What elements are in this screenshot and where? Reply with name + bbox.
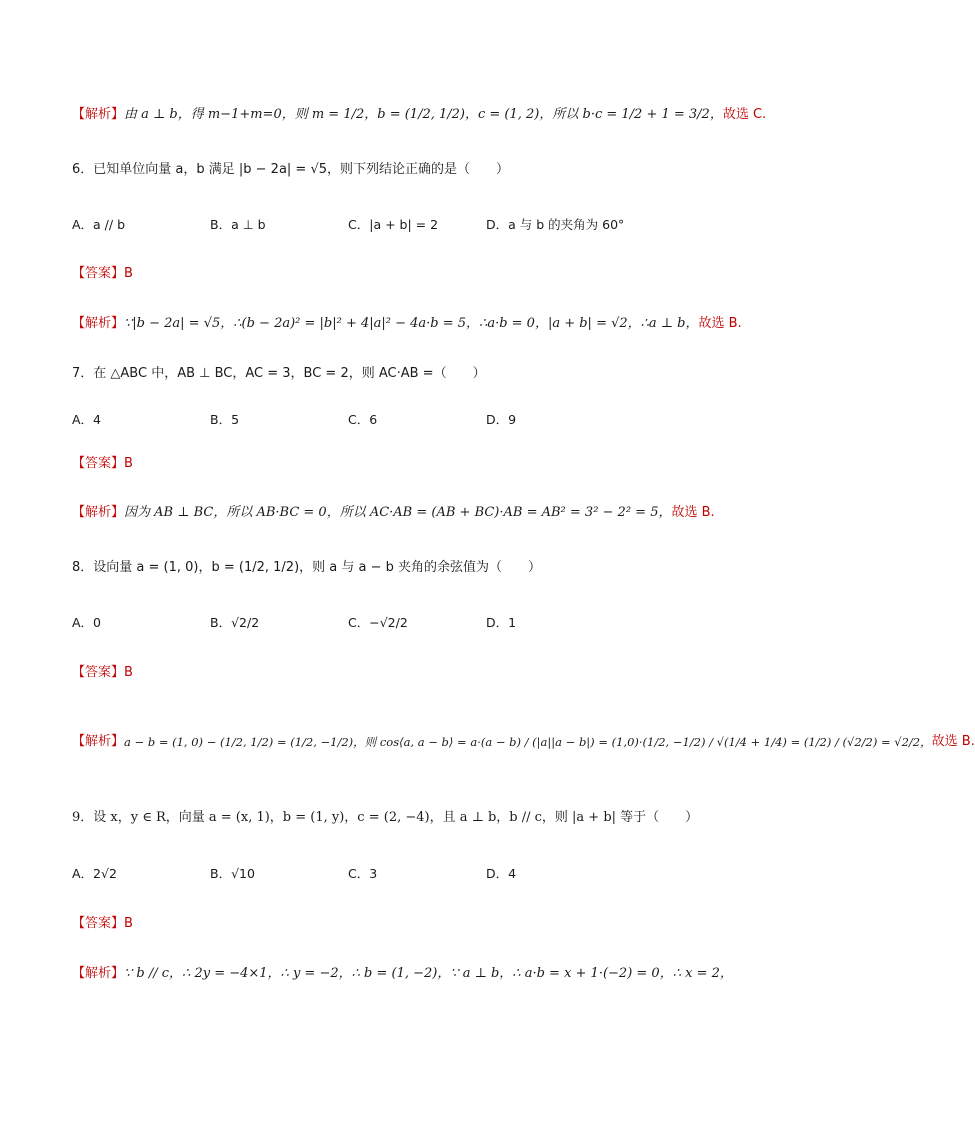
analysis-label: 【解析】 bbox=[72, 734, 125, 749]
q9-option-b: B．√10 bbox=[210, 866, 255, 881]
q8-question-text: 8．设向量 a = (1, 0)，b = (1/2, 1/2)，则 a 与 a − b 夹角的余弦值为（ ） bbox=[72, 560, 542, 575]
q6-analysis-text: ∵|b − 2a| = √5，∴(b − 2a)² = |b|² + 4|a|² − 4a·b = 5，∴a·b = 0，|a + b| = √2，∴a ⊥ b， bbox=[124, 316, 699, 331]
q6-option-a: A．a // b bbox=[72, 217, 126, 232]
q8-option-a: A．0 bbox=[72, 615, 102, 630]
q6-option-c: C．|a + b| = 2 bbox=[348, 217, 439, 232]
analysis-label: 【解析】 bbox=[72, 107, 125, 122]
q7-option-a: A．4 bbox=[72, 412, 102, 427]
q7-analysis bbox=[72, 503, 754, 523]
q9-option-c: C．3 bbox=[348, 866, 378, 881]
q7-analysis-text: 因为 AB ⊥ BC，所以 AB·BC = 0，所以 AC·AB = (AB + BC)·AB = AB² = 3² − 2² = 5， bbox=[124, 505, 672, 520]
analysis-label: 【解析】 bbox=[72, 966, 125, 981]
q8-choice: 故选 B. bbox=[931, 734, 975, 749]
q7-option-c: C．6 bbox=[348, 412, 378, 427]
answer-label: 【答案】 bbox=[72, 916, 125, 931]
q9-question bbox=[72, 808, 754, 828]
q5-analysis bbox=[72, 105, 767, 125]
q9-question-text: 9．设 x，y ∈ R，向量 a = (x, 1)，b = (1, y)，c = (2, −4)，且 a ⊥ b，b // c，则 |a + b| 等于（ ） bbox=[72, 810, 699, 825]
q9-option-d: D．4 bbox=[486, 866, 517, 881]
analysis-label: 【解析】 bbox=[72, 505, 125, 520]
q6-answer-value: B bbox=[124, 266, 133, 281]
q6-option-b: B．a ⊥ b bbox=[210, 217, 266, 232]
q6-question bbox=[72, 160, 754, 180]
q7-answer bbox=[72, 454, 754, 474]
q7-option-d: D．9 bbox=[486, 412, 517, 427]
answer-label: 【答案】 bbox=[72, 456, 125, 471]
q7-question bbox=[72, 364, 754, 384]
q8-option-d: D．1 bbox=[486, 615, 517, 630]
q7-choice: 故选 B. bbox=[671, 505, 715, 520]
q8-analysis-text: a − b = (1, 0) − (1/2, 1/2) = (1/2, −1/2)，则 cos⟨a, a − b⟩ = a·(a − b) / (|a||a − b|) = (1,0)·(1/2, −1/2) / √(1/4 + 1/4) = (1/2) / (√2/2) = √2/2， bbox=[124, 735, 932, 749]
analysis-label: 【解析】 bbox=[72, 316, 125, 331]
q8-option-c: C．−√2/2 bbox=[348, 615, 408, 630]
q8-option-b: B．√2/2 bbox=[210, 615, 260, 630]
q8-answer bbox=[72, 663, 754, 683]
answer-label: 【答案】 bbox=[72, 266, 125, 281]
q6-answer bbox=[72, 264, 754, 284]
q7-option-b: B．5 bbox=[210, 412, 240, 427]
q8-question bbox=[72, 558, 754, 578]
q8-analysis bbox=[72, 732, 975, 752]
q9-answer-value: B bbox=[124, 916, 133, 931]
q8-answer-value: B bbox=[124, 665, 133, 680]
answer-label: 【答案】 bbox=[72, 665, 125, 680]
q9-answer bbox=[72, 914, 754, 934]
q9-analysis bbox=[72, 964, 754, 984]
q9-analysis-text: ∵ b // c，∴ 2y = −4×1，∴ y = −2，∴ b = (1, −2)，∵ a ⊥ b，∴ a·b = x + 1·(−2) = 0，∴ x = 2， bbox=[124, 966, 733, 981]
q6-analysis bbox=[72, 314, 754, 334]
q6-choice: 故选 B. bbox=[698, 316, 742, 331]
q5-analysis-text: 由 a ⊥ b，得 m−1+m=0，则 m = 1/2，b = (1/2, 1/2)，c = (1, 2)，所以 b·c = 1/2 + 1 = 3/2， bbox=[124, 107, 723, 122]
q7-answer-value: B bbox=[124, 456, 133, 471]
q6-question-text: 6．已知单位向量 a，b 满足 |b − 2a| = √5，则下列结论正确的是（ ） bbox=[72, 162, 510, 177]
q6-option-d: D．a 与 b 的夹角为 60° bbox=[486, 217, 625, 232]
q5-choice: 故选 C. bbox=[722, 107, 767, 122]
q7-question-text: 7．在 △ABC 中，AB ⊥ BC，AC = 3，BC = 2，则 AC·AB =（ ） bbox=[72, 366, 486, 381]
q9-option-a: A．2√2 bbox=[72, 866, 117, 881]
